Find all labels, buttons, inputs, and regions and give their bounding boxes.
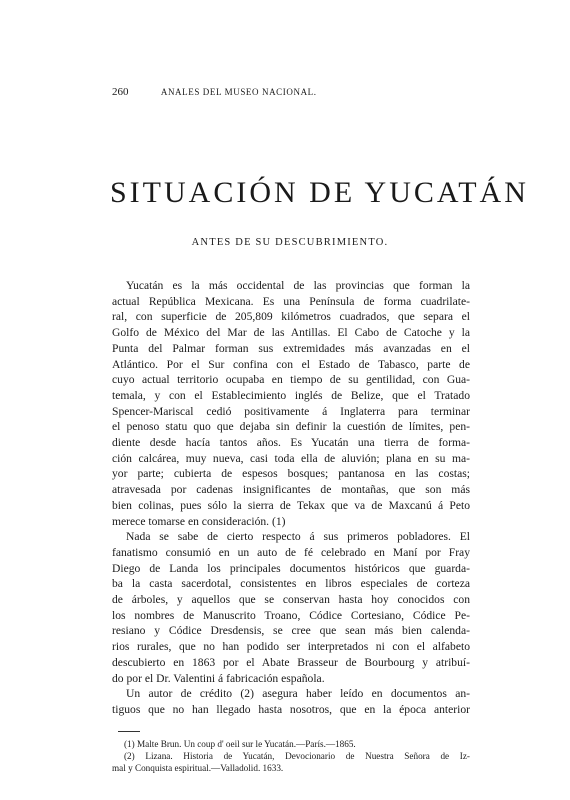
body-line: yor parte; cubierta de espesos bosques; pantanosa en las costas; — [112, 467, 470, 481]
body-line: Punta del Palmar forman sus extremidades más avanzadas en el — [112, 341, 470, 355]
body-line: bien colinas, pues sólo la sierra de Tekax que va de Maxcanú á Peto — [112, 498, 470, 512]
footnote-line: (1) Malte Brun. Un coup d' oeil sur le Yucatán.—París.—1865. — [124, 739, 356, 749]
body-line: Golfo de México del Mar de las Antillas. El Cabo de Catoche y la — [112, 326, 470, 340]
footnote-line: mal y Conquista espiritual.—Valladolid. 1633. — [112, 763, 284, 774]
body-line: merece tomarse en consideración. (1) — [112, 514, 286, 528]
body-line: rios rurales, que no han podido ser interpretados ni con el alfabeto — [112, 640, 470, 654]
body-line: temala, y con el Establecimiento inglés de Belize, que el Tratado — [112, 388, 470, 402]
body-line: actual República Mexicana. Es una Península de forma cuadrilate- — [112, 294, 470, 308]
body-line: descubierto en 1863 por el Abate Brasseur de Bourbourg y atribuí- — [112, 655, 470, 669]
body-line: atravesada por cadenas insignificantes de montañas, que son más — [112, 483, 470, 497]
running-title: ANALES DEL MUSEO NACIONAL. — [160, 87, 317, 97]
body-line: Nada se sabe de cierto respecto á sus primeros pobladores. El — [126, 530, 470, 544]
body-line: do por el Dr. Valentini á fabricación española. — [112, 671, 325, 685]
body-text — [112, 278, 470, 718]
body-line: resiano y Códice Dresdensis, se cree que sean más bien calenda- — [112, 624, 470, 638]
body-line: ral, con superficie de 205,809 kilómetros cuadrados, que separa el — [112, 310, 470, 324]
body-line: los nombres de Manuscrito Troano, Códice Cortesiano, Códice Pe- — [112, 608, 470, 622]
body-line: tiguos que no han llegado hasta nosotros, que en la época anterior — [112, 702, 470, 716]
footnote-line: (2) Lizana. Historia de Yucatán, Devocionario de Nuestra Señora de Iz- — [124, 751, 470, 762]
body-line: ba la casta sacerdotal, consistentes en libros especiales de corteza — [112, 577, 470, 591]
article-subtitle: ANTES DE SU DESCUBRIMIENTO. — [191, 237, 389, 248]
body-line: Atlántico. Por el Sur confina con el Estado de Tabasco, parte de — [112, 357, 470, 371]
running-header — [112, 86, 472, 98]
body-line: Yucatán es la más occidental de las provincias que forman la — [126, 279, 470, 292]
body-line: fanatismo consumió en un auto de fé celebrado en Maní por Fray — [112, 545, 470, 559]
body-line: Un autor de crédito (2) asegura haber leído en documentos an- — [126, 687, 470, 701]
body-line: Spencer-Mariscal cedió positivamente á Inglaterra para terminar — [112, 404, 470, 418]
body-line: Diego de Landa los principales documentos históricos que guarda- — [112, 561, 470, 575]
body-line: diente desde hacía tantos años. Es Yucatán una tierra de forma- — [112, 436, 470, 450]
body-line: de árboles, y aquellos que se conservan hasta hoy conocidos con — [112, 593, 470, 607]
body-line: el penoso statu quo que dejaba sin definir la cuestión de límites, pen- — [112, 420, 470, 434]
page-number: 260 — [112, 86, 129, 98]
footnotes — [112, 738, 470, 775]
article-title: SITUACIÓN DE YUCATÁN — [110, 176, 529, 209]
body-line: ción calcárea, muy nueva, casi toda ella de aluvión; plana en su ma- — [112, 451, 470, 465]
body-line: cuyo actual territorio ocupaba en tiempo de su gentilidad, con Gua- — [112, 373, 470, 387]
footnote-rule — [118, 731, 140, 732]
